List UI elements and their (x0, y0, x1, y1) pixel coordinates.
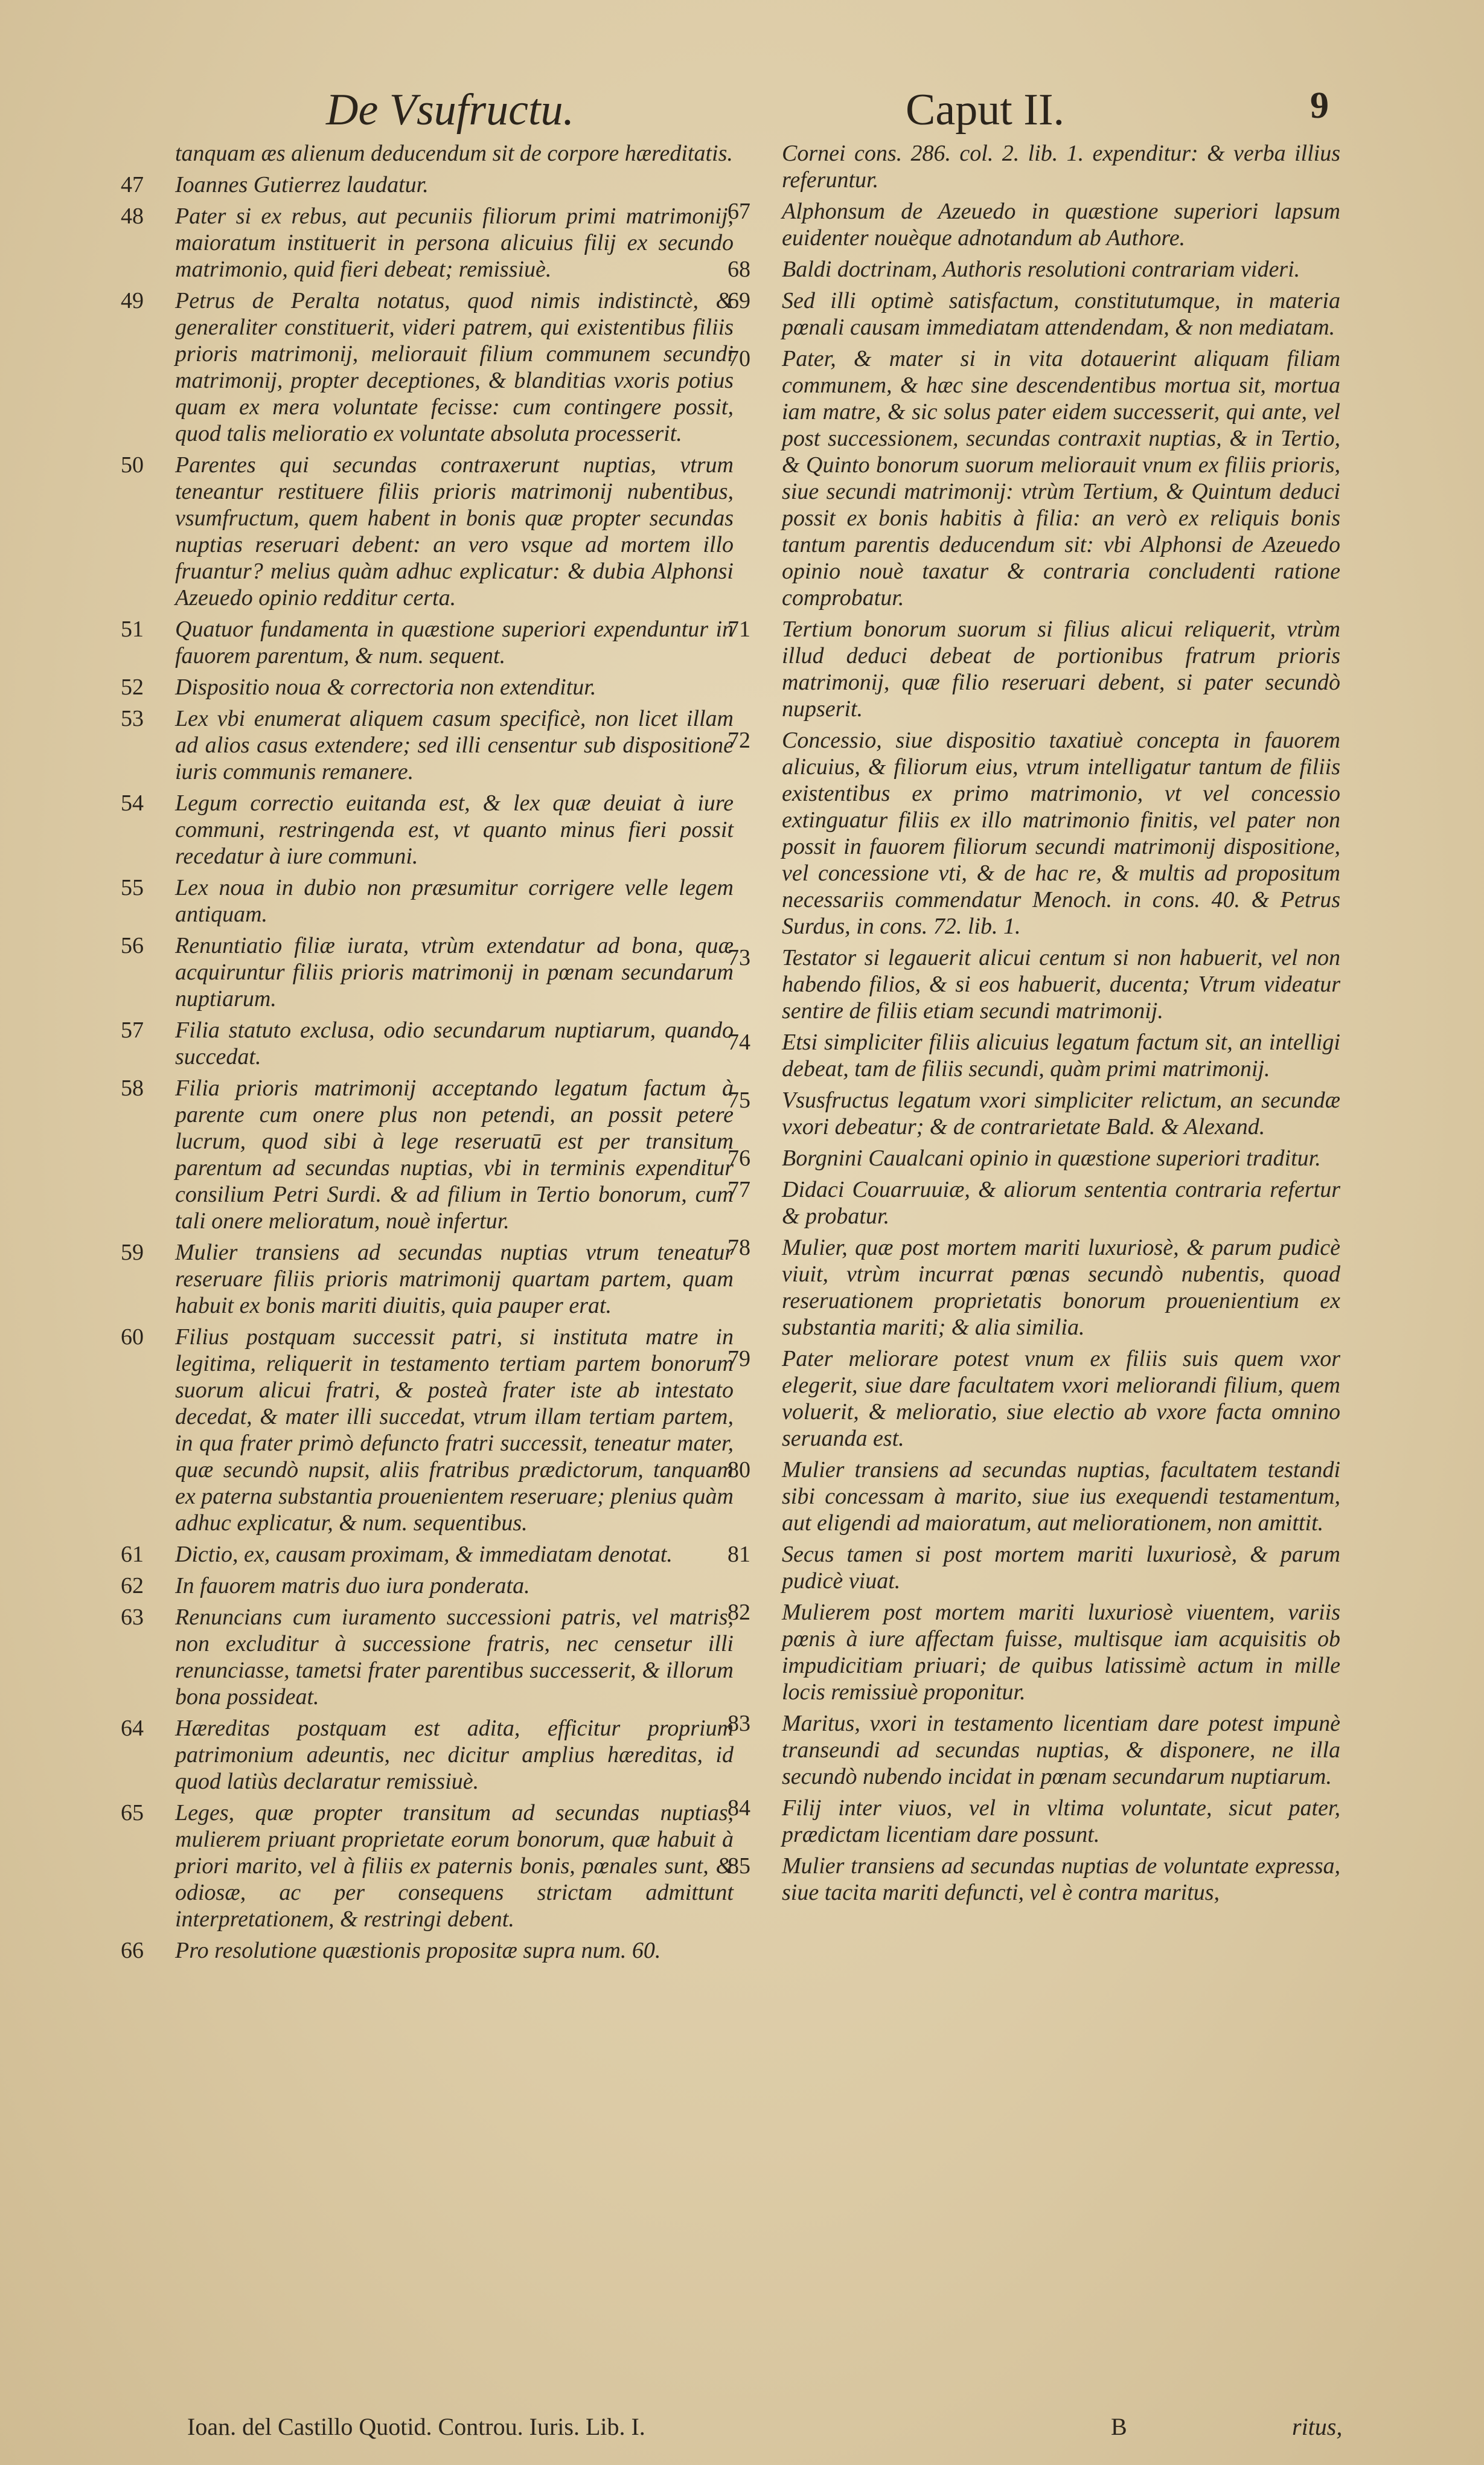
summary-entry (728, 1795, 1340, 1848)
summary-entry (728, 1087, 1340, 1140)
entry-number: 75 (728, 1088, 750, 1113)
entry-number: 68 (728, 257, 750, 282)
summary-entry (728, 616, 1340, 722)
entry-number: 81 (728, 1542, 750, 1567)
entry-text: Ioannes Gutierrez laudatur. (175, 172, 429, 197)
summary-entry (728, 1457, 1340, 1536)
entry-text: Vsusfructus legatum vxori simpliciter relictum, an secundæ vxori debeatur; & de contrarietate Bald. & Alexand. (782, 1088, 1340, 1140)
entry-text: Filia statuto exclusa, odio secundarum nuptiarum, quando succedat. (175, 1018, 734, 1069)
entry-text: Cornei cons. 286. col. 2. lib. 1. expenditur: & verba illius referuntur. (782, 141, 1340, 193)
summary-entry (728, 1599, 1340, 1705)
entry-text: Etsi simpliciter filiis alicuius legatum factum sit, an intelligi debeat, tam de filiis secundi, quàm primi matrimonij. (782, 1030, 1340, 1082)
entry-number: 57 (121, 1018, 144, 1043)
entry-number: 66 (121, 1938, 144, 1963)
entry-number: 51 (121, 617, 144, 642)
summary-entry (121, 287, 734, 447)
entry-text: Mulier transiens ad secundas nuptias de voluntate expressa, siue tacita mariti defuncti, vel è contra maritus, (782, 1853, 1340, 1905)
entry-number: 69 (728, 288, 750, 313)
summary-entry (728, 1541, 1340, 1594)
summary-entry (121, 203, 734, 283)
summary-entry (728, 727, 1340, 940)
summary-entry (121, 1541, 734, 1568)
summary-entry (121, 171, 734, 198)
entry-number: 73 (728, 945, 750, 970)
summary-entry (121, 1715, 734, 1795)
entry-text: Petrus de Peralta notatus, quod nimis indistinctè, & generaliter constituerit, videri patrem, qui existentibus filiis prioris matrimonij, meliorauit filium communem secundi matrimonij, propter deceptiones, & blanditias vxoris potius quam ex mera voluntate fecisse: cum contingere possit, quod talis melioratio ex voluntate absoluta processerit. (175, 288, 734, 446)
entry-text: Baldi doctrinam, Authoris resolutioni contrariam videri. (782, 257, 1300, 282)
entry-number: 56 (121, 933, 144, 958)
entry-number: 61 (121, 1542, 144, 1567)
summary-entry (121, 1324, 734, 1536)
entry-text: Dispositio noua & correctoria non extenditur. (175, 675, 596, 700)
entry-number: 65 (121, 1800, 144, 1826)
right-column (728, 140, 1340, 1911)
summary-entry (121, 452, 734, 611)
entry-text: Borgnini Caualcani opinio in quæstione superiori traditur. (782, 1146, 1321, 1171)
entry-text: Mulier transiens ad secundas nuptias, facultatem testandi sibi concessam à marito, siue ius exequendi testamentum, aut eligendi ad maioratum, aut meliorationem, non amittit. (782, 1457, 1340, 1536)
entry-number: 64 (121, 1716, 144, 1741)
summary-entry (728, 140, 1340, 193)
entry-number: 84 (728, 1795, 750, 1821)
entry-number: 53 (121, 706, 144, 731)
entry-number: 71 (728, 617, 750, 642)
entry-number (728, 140, 782, 193)
summary-entry (121, 1572, 734, 1599)
summary-entry (121, 790, 734, 870)
entry-number: 67 (728, 199, 750, 224)
summary-entry (728, 944, 1340, 1024)
summary-entry (728, 198, 1340, 251)
entry-number: 85 (728, 1853, 750, 1879)
entry-number (121, 140, 175, 167)
entry-number: 49 (121, 288, 144, 313)
entry-text: Pro resolutione quæstionis propositæ supra num. 60. (175, 1938, 661, 1963)
summary-entry (728, 1853, 1340, 1906)
entry-number: 76 (728, 1146, 750, 1171)
entry-number: 62 (121, 1573, 144, 1598)
entry-number: 80 (728, 1457, 750, 1483)
summary-entry (121, 674, 734, 700)
entry-number: 82 (728, 1600, 750, 1625)
page-footer (0, 2412, 1484, 2449)
entry-text: Lex vbi enumerat aliquem casum specificè, non licet illam ad alios casus extendere; sed illi censentur sub dispositione iuris communis remanere. (175, 706, 734, 784)
entry-text: tanquam æs alienum deducendum sit de corpore hæreditatis. (175, 141, 733, 166)
summary-entry (728, 1029, 1340, 1082)
entry-text: Maritus, vxori in testamento licentiam dare potest impunè transeundi ad secundas nuptias, & disponere, ne illa secundò nubendo incidat in pœnam secundarum nuptiarum. (782, 1711, 1340, 1789)
entry-number: 70 (728, 346, 750, 371)
catchword: ritus, (1292, 2413, 1343, 2440)
entry-number: 59 (121, 1240, 144, 1265)
entry-text: Testator si legauerit alicui centum si non habuerit, vel non habendo filios, & si eos habuerit, ducenta; Vtrum videatur sentire de filiis etiam secundi matrimonij. (782, 945, 1340, 1024)
entry-number: 74 (728, 1030, 750, 1055)
entry-number: 48 (121, 204, 144, 229)
entry-text: Secus tamen si post mortem mariti luxuriosè, & parum pudicè viuat. (782, 1542, 1340, 1594)
summary-entry (121, 616, 734, 669)
entry-text: Filij inter viuos, vel in vltima voluntate, sicut pater, prædictam licentiam dare possunt. (782, 1795, 1340, 1847)
summary-entry (121, 1604, 734, 1710)
summary-entry (121, 1937, 734, 1964)
entry-text: Didaci Couarruuiæ, & aliorum sententia contraria refertur & probatur. (782, 1177, 1340, 1229)
entry-text: Parentes qui secundas contraxerunt nuptias, vtrum teneantur restituere filiis prioris matrimonij nubentibus, vsumfructum, quem habent in bonis quæ propter secundas nuptias reseruari debent: an vero vsque ad mortem illo fruantur? melius quàm adhuc explicatur: & dubia Alphonsi Azeuedo opinio redditur certa. (175, 452, 734, 611)
entry-text: Filius postquam successit patri, si instituta matre in legitima, reliquerit in testamento tertiam partem bonorum suorum alicui fratri, & posteà frater iste ab intestato decedat, & mater illi succedat, vtrum illam tertiam partem, in qua frater primò defuncto fratri successit, teneatur mater, quæ secundò nupsit, aliis fratribus prædictorum, tanquam ex paterna substantia prouenientem reseruare; plenius quàm adhuc explicatur, & num. sequentibus. (175, 1324, 734, 1536)
signature-mark: B (1111, 2413, 1127, 2440)
summary-entry (121, 705, 734, 785)
entry-text: Concessio, siue dispositio taxatiuè concepta in fauorem alicuius, & filiorum eius, vtrum intelligatur tantum de filiis existentibus ex primo matrimonio, vt vel concessio extinguatur filiis ex illo matrimonio finitis, vel pater non possit in fauorem filiorum secundi matrimonij dispositione, vel concessione vti, & de hac re, & multis ad propositum necessariis commendatur Menoch. in cons. 40. & Petrus Surdus, in cons. 72. lib. 1. (782, 728, 1340, 939)
summary-entry (728, 256, 1340, 283)
summary-entry (728, 345, 1340, 611)
entry-text: Mulier transiens ad secundas nuptias vtrum teneatur reseruare filiis prioris matrimonij quartam partem, quam habuit ex bonis mariti diuitis, quia pauper erat. (175, 1240, 734, 1318)
summary-entry (728, 1345, 1340, 1452)
entry-number: 60 (121, 1324, 144, 1350)
summary-entry (728, 1710, 1340, 1790)
entry-text: Hæreditas postquam est adita, efficitur proprium patrimonium adeuntis, nec dicitur amplius hæreditas, id quod latiùs declaratur remissiuè. (175, 1716, 734, 1794)
entry-text: Quatuor fundamenta in quæstione superiori expenduntur in fauorem parentum, & num. sequent. (175, 617, 734, 668)
entry-text: Renuncians cum iuramento successioni patris, vel matris, non excluditur à successione fratris, nec censetur illi renunciasse, tametsi frater parentibus successerit, & illorum bona possideat. (175, 1604, 734, 1710)
summary-entry (121, 874, 734, 928)
entry-text: Legum correctio euitanda est, & lex quæ deuiat à iure communi, restringenda est, vt quanto minus fieri possit recedatur à iure communi. (175, 790, 734, 869)
entry-number: 83 (728, 1711, 750, 1736)
left-column (121, 140, 734, 1969)
summary-entry (121, 1075, 734, 1234)
entry-text: Pater meliorare potest vnum ex filiis suis quem vxor elegerit, siue dare facultatem vxori meliorandi filium, quem voluerit, & melioratio, siue electio ab vxore facta omnino seruanda est. (782, 1346, 1340, 1451)
summary-entry (121, 1017, 734, 1070)
footer-title: Ioan. del Castillo Quotid. Controu. Iuris. Lib. I. (187, 2413, 645, 2440)
entry-number: 55 (121, 875, 144, 900)
summary-entry (121, 140, 734, 167)
entry-text: Sed illi optimè satisfactum, constitutumque, in materia pœnali causam immediatam attendendam, & non mediatam. (782, 288, 1340, 340)
entry-number: 52 (121, 675, 144, 700)
entry-text: Leges, quæ propter transitum ad secundas nuptias, mulierem priuant proprietate eorum bonorum, quæ habuit à priori marito, vel à filiis ex paternis bonis, pœnales sunt, & odiosæ, ac per consequens strictam admittunt interpretationem, & restringi debent. (175, 1800, 734, 1932)
entry-number: 47 (121, 172, 144, 197)
entry-number: 78 (728, 1235, 750, 1260)
entry-number: 58 (121, 1075, 144, 1101)
entry-text: Filia prioris matrimonij acceptando legatum factum à parente cum onere plus non petendi, an possit petere lucrum, quod sibi à lege reseruatū est per transitum parentum ad secundas nuptias, vbi in terminis expenditur consilium Petri Surdi. & ad filium in Tertio bonorum, cum tali onere melioratum, nouè infertur. (175, 1075, 734, 1234)
entry-number: 50 (121, 452, 144, 478)
page-number: 9 (1310, 85, 1329, 126)
running-title-right: Caput II. (906, 85, 1065, 135)
entry-text: Pater, & mater si in vita dotauerint aliquam filiam communem, & hæc sine descendentibus mortua sit, mortua iam matre, & sic solus pater eidem successerit, qui ante, vel post successionem, secundas contraxit nuptias, & in Tertio, & Quinto bonorum suorum meliorauit vnum ex filiis prioris, siue secundi matrimonij: vtrùm Tertium, & Quintum deduci possit ex bonis habitis à filia: an verò ex reliquis bonis tantum parentis deducendum sit: vbi Alphonsi de Azeuedo opinio nouè taxatur & contraria concludenti ratione comprobatur. (782, 346, 1340, 611)
summary-entry (728, 1145, 1340, 1172)
summary-entry (121, 1800, 734, 1932)
summary-entry (728, 1176, 1340, 1229)
entry-text: Dictio, ex, causam proximam, & immediatam denotat. (175, 1542, 673, 1567)
running-title-left: De Vsufructu. (326, 85, 575, 135)
entry-number: 72 (728, 728, 750, 753)
entry-number: 54 (121, 790, 144, 816)
summary-entry (728, 1234, 1340, 1341)
entry-number: 79 (728, 1346, 750, 1371)
entry-text: Mulier, quæ post mortem mariti luxuriosè, & parum pudicè viuit, vtrùm incurrat pœnas secundò nubentis, quoad reseruationem proprietatis bonorum prouenientium ex substantia mariti; & alia similia. (782, 1235, 1340, 1340)
entry-text: Alphonsum de Azeuedo in quæstione superiori lapsum euidenter nouèque adnotandum ab Authore. (782, 199, 1340, 251)
entry-text: Mulierem post mortem mariti luxuriosè viuentem, variis pœnis à iure affectam fuisse, multisque iam acquisitis ob impudicitiam priuari; de quibus latissimè actum in mille locis remissiuè proponitur. (782, 1600, 1340, 1705)
entry-text: In fauorem matris duo iura ponderata. (175, 1573, 530, 1598)
entry-text: Tertium bonorum suorum si filius alicui reliquerit, vtrùm illud deduci debeat de portionibus fratrum prioris matrimonij, quæ filio reseruari debent, si pater secundò nupserit. (782, 617, 1340, 722)
entry-number: 63 (121, 1604, 144, 1630)
entry-text: Lex noua in dubio non præsumitur corrigere velle legem antiquam. (175, 875, 734, 927)
entry-text: Pater si ex rebus, aut pecuniis filiorum primi matrimonij, maioratum instituerit in persona alicuius filij ex secundo matrimonio, quid fieri debeat; remissiuè. (175, 204, 734, 282)
entry-number: 77 (728, 1177, 750, 1202)
entry-text: Renuntiatio filiæ iurata, vtrùm extendatur ad bona, quæ acquiruntur filiis prioris matrimonij in pœnam secundarum nuptiarum. (175, 933, 734, 1011)
summary-entry (121, 932, 734, 1012)
summary-entry (121, 1239, 734, 1319)
summary-entry (728, 287, 1340, 341)
